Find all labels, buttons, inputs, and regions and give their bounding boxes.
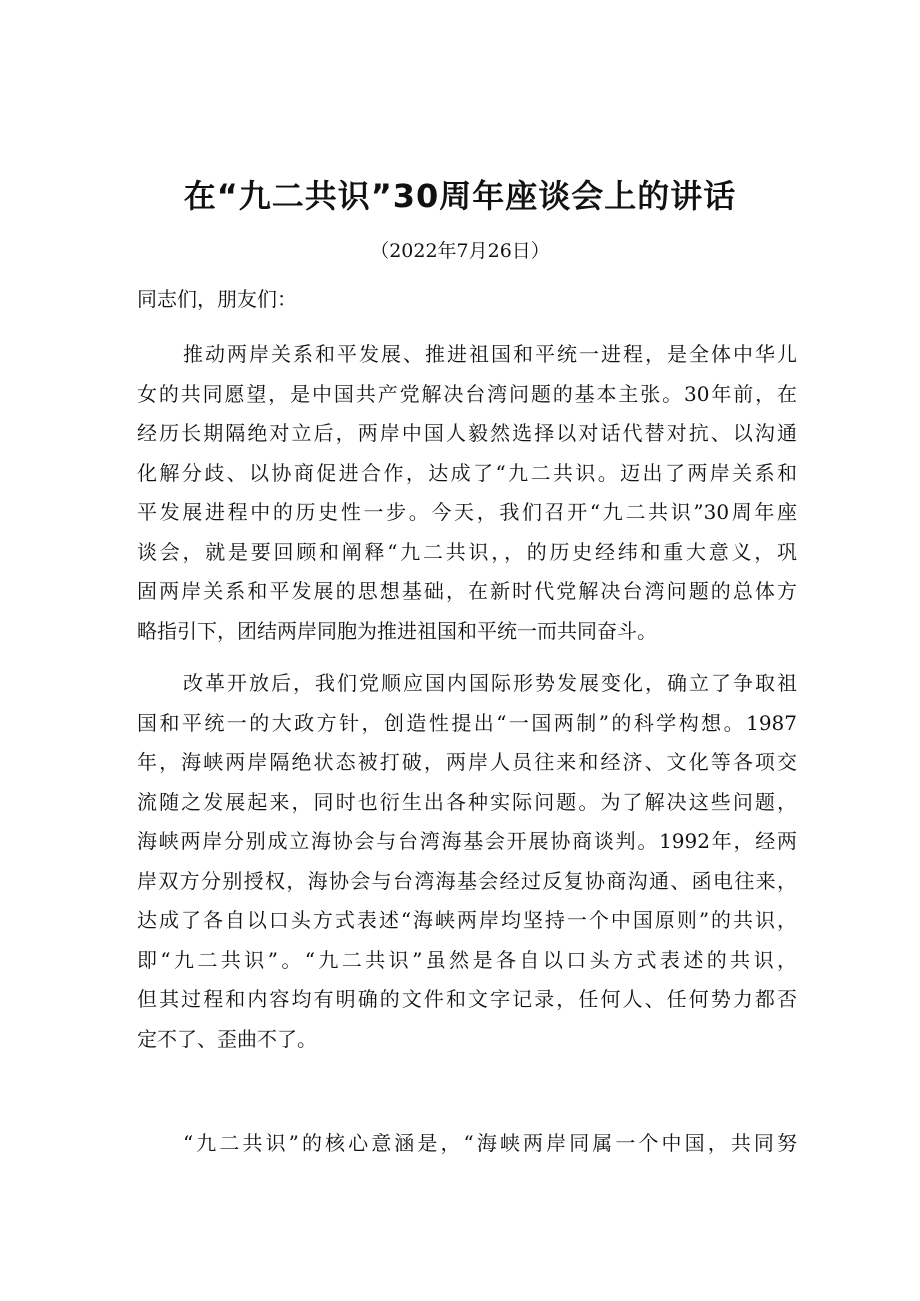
- paragraph-line: 国和平统一的大政方针，创造性提出“一国两制”的科学构想。1987: [137, 710, 797, 735]
- paragraph-line: 改革开放后，我们党顺应国内国际形势发展变化，确立了争取祖: [183, 671, 797, 695]
- speech-date: （2022年7月26日）: [370, 240, 550, 262]
- paragraph-1: [137, 335, 797, 651]
- paragraph-line: “九二共识”的核心意涵是，“海峡两岸同属一个中国，共同努: [183, 1131, 797, 1155]
- paragraph-line: 年，海峡两岸隔绝状态被打破，两岸人员往来和经济、文化等各项交: [137, 750, 797, 774]
- paragraph-line: 平发展进程中的历史性一步。今天，我们召开“九二共识”30周年座: [137, 500, 797, 524]
- paragraph-2: [137, 664, 797, 1059]
- document-title: 在“九二共识”30周年座谈会上的讲话: [183, 177, 737, 215]
- paragraph-line: 略指引下，团结两岸同胞为推进祖国和平统一而共同奋斗。: [137, 618, 657, 643]
- paragraph-line: 岸双方分别授权，海协会与台湾海基会经过反复协商沟通、函电往来，: [137, 868, 797, 893]
- paragraph-3: [137, 1124, 797, 1164]
- paragraph-line: 固两岸关系和平发展的思想基础，在新时代党解决台湾问题的总体方: [137, 579, 797, 603]
- paragraph-line: 化解分歧、以协商促进合作，达成了“九二共识。迈出了两岸关系和: [137, 460, 797, 485]
- paragraph-line: 流随之发展起来，同时也衍生出各种实际问题。为了解决这些问题，: [137, 789, 797, 814]
- paragraph-line: 推动两岸关系和平发展、推进祖国和平统一进程，是全体中华儿: [183, 342, 797, 366]
- paragraph-line: 海峡两岸分别成立海协会与台湾海基会开展协商谈判。1992年，经两: [137, 829, 797, 853]
- paragraph-line: 但其过程和内容均有明确的文件和文字记录，任何人、任何势力都否: [137, 987, 797, 1011]
- paragraph-line: 女的共同愿望，是中国共产党解决台湾问题的基本主张。30年前，在: [137, 381, 797, 406]
- paragraph-line: 达成了各自以口头方式表述“海峡两岸均坚持一个中国原则”的共识，: [137, 908, 797, 932]
- paragraph-line: 谈会，就是要回顾和阐释“九二共识，，的历史经纬和重大意义，巩: [137, 539, 797, 564]
- paragraph-line: 经历长期隔绝对立后，两岸中国人毅然选择以对话代替对抗、以沟通: [137, 421, 797, 445]
- paragraph-line: 即“九二共识”。“九二共识”虽然是各自以口头方式表述的共识，: [137, 947, 797, 972]
- salutation: 同志们，朋友们：: [137, 287, 297, 311]
- paragraph-line: 定不了、歪曲不了。: [137, 1026, 317, 1051]
